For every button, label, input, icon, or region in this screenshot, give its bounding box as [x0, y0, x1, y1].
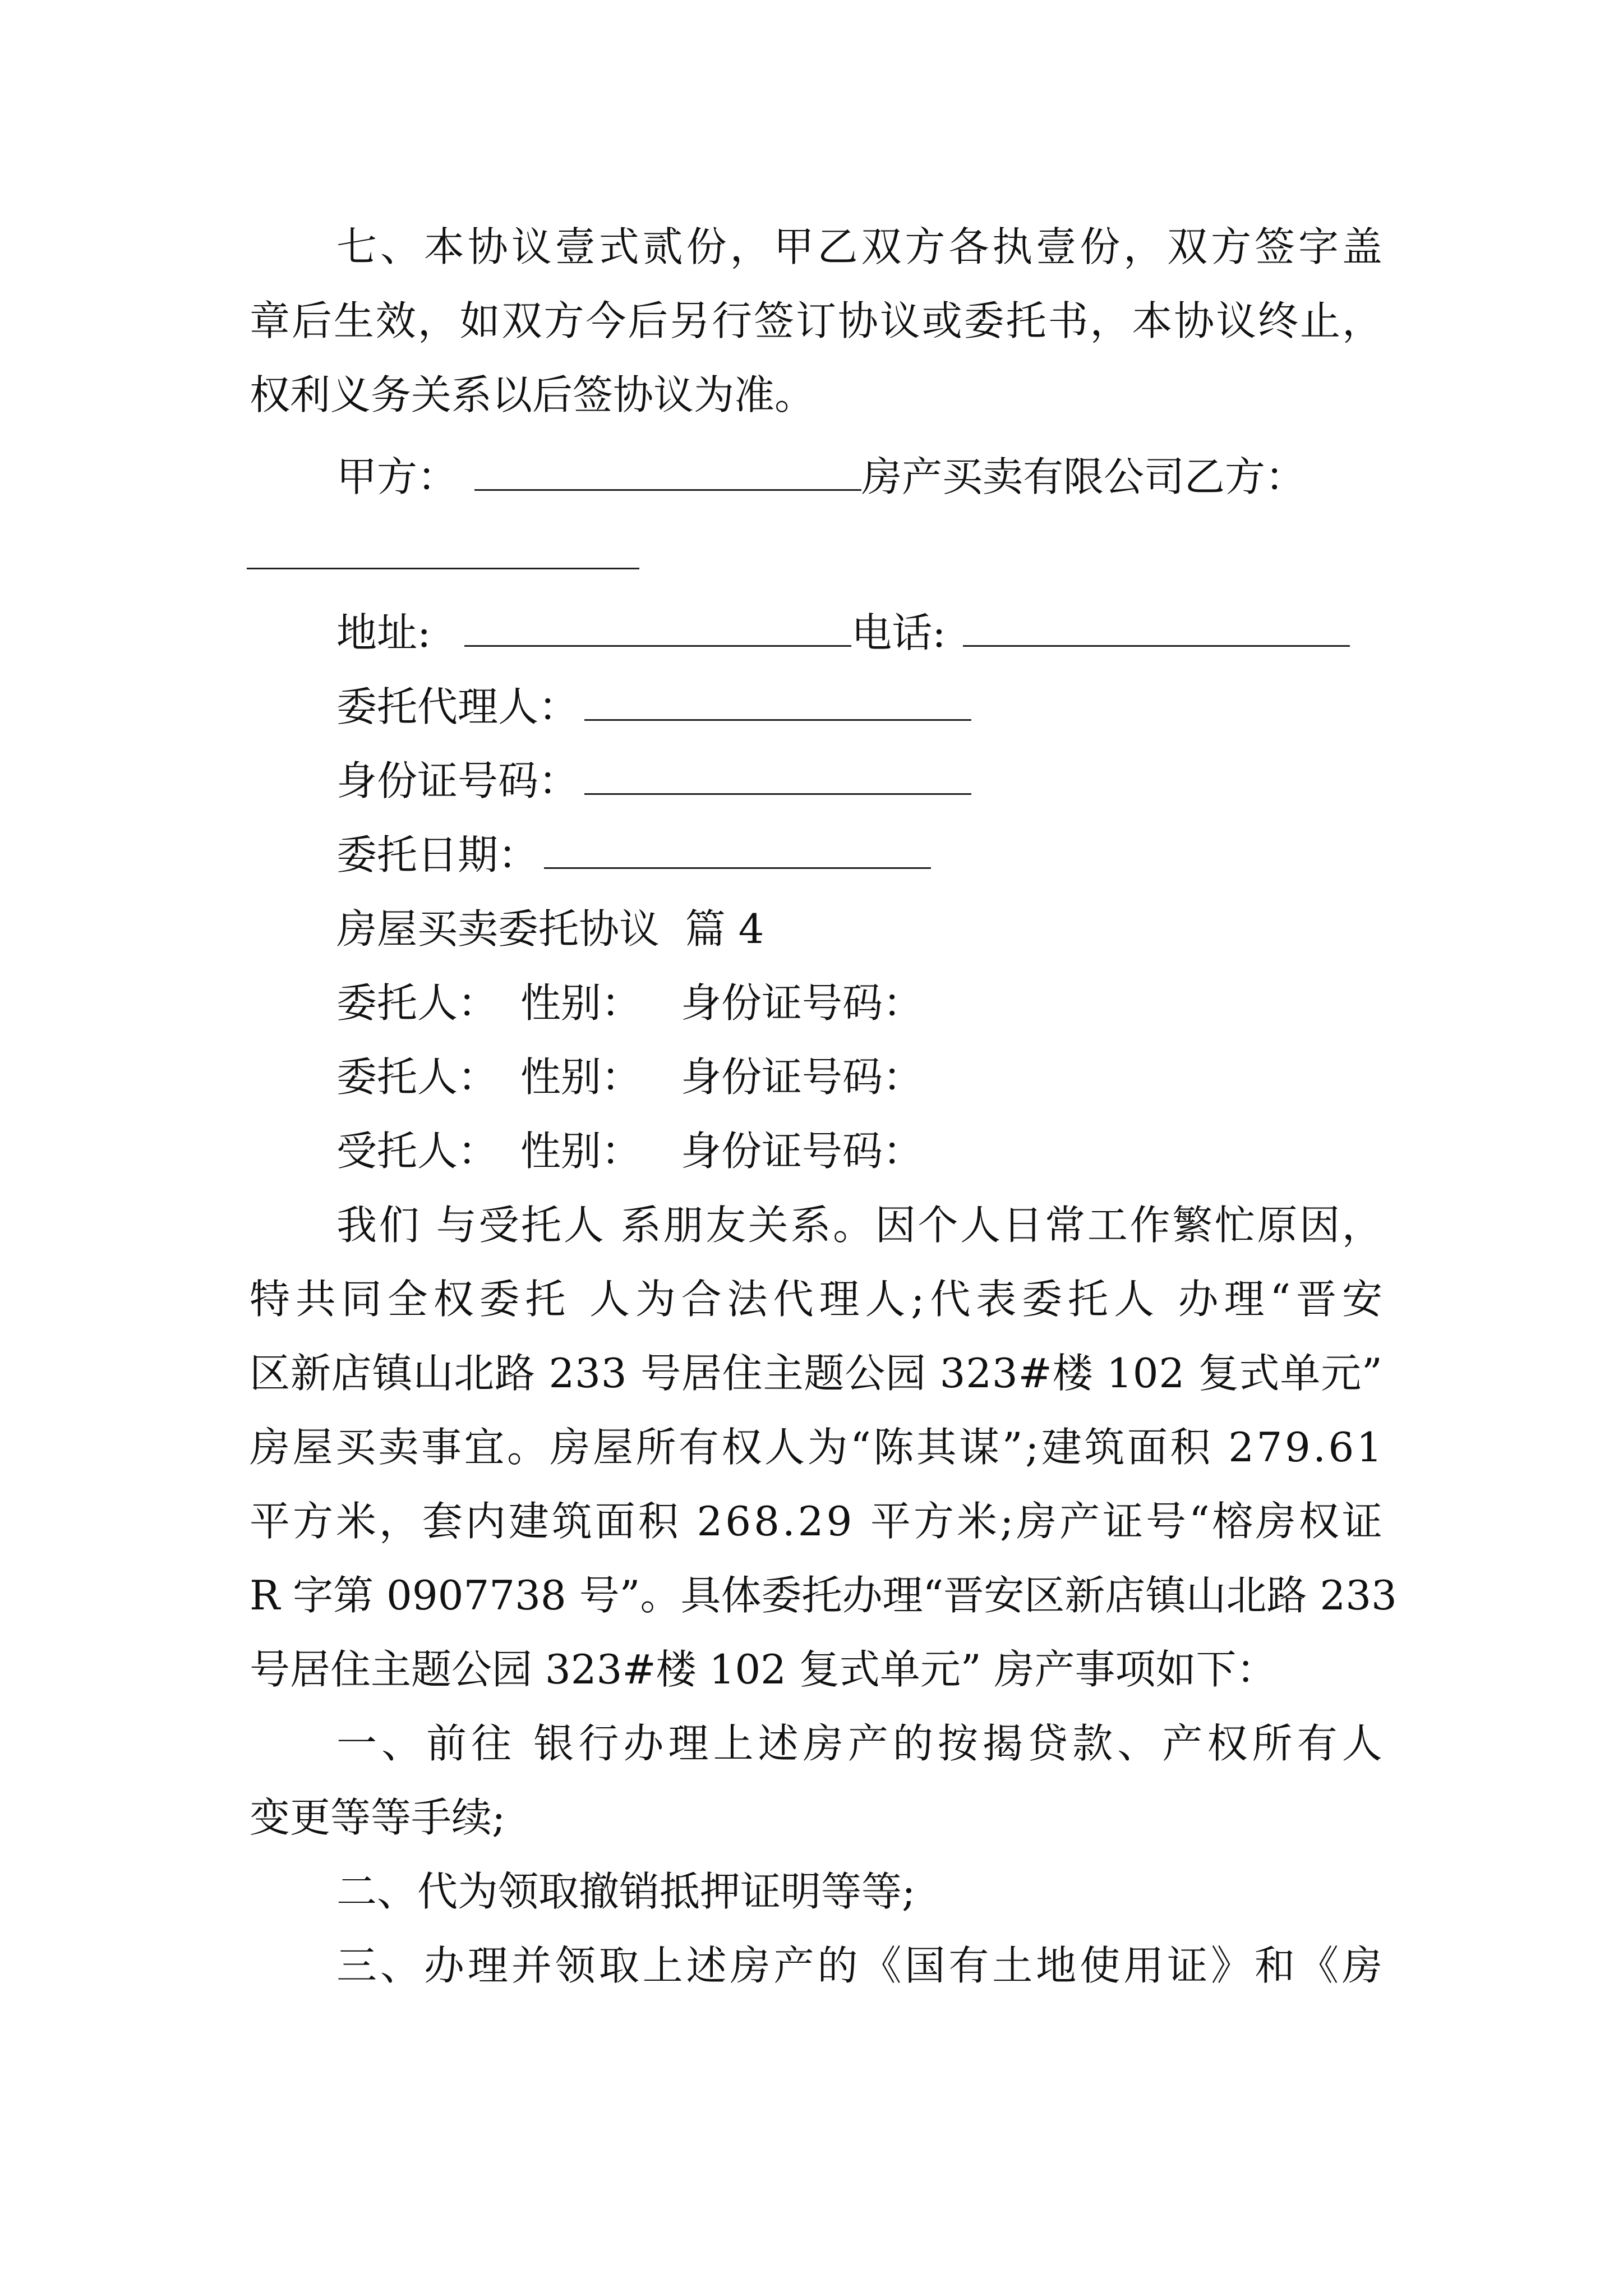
person-role: 委托人： [336, 979, 499, 1027]
body-line2: 特 共 同 全 权 委 托 人 为 合 法 代 理 人 ; 代 表 委 托 人 办 理 “ 晋 安 [250, 1276, 1382, 1323]
date-label: 委托日期： [336, 831, 539, 878]
address-row [336, 605, 1350, 661]
section-title: 房屋买卖委托协议 篇 4 [336, 905, 764, 953]
party-a-row [336, 449, 1306, 505]
body-line5: 平 方 米 ， 套 内 建 筑 面 积 2 6 8 . 2 9 平 方 米 ; 房 产 证 号 “ 榕 房 权 证 [250, 1498, 1382, 1545]
person-id-label: 身份证号码： [681, 1128, 924, 1175]
address-blank [464, 610, 851, 647]
body-line6: R 字 第 0 9 0 7 7 3 8 号 ” 。 具 体 委 托 办 理 “ 晋 安 区 新 店 镇 山 北 路 2 3 3 [250, 1572, 1397, 1619]
body-line4: 房 屋 买 卖 事 宜 。 房 屋 所 有 权 人 为 “ 陈 其 谋 ” ; 建 筑 面 积 2 7 9 . 6 1 [250, 1424, 1382, 1471]
item3: 三 、 办 理 并 领 取 上 述 房 产 的 《 国 有 土 地 使 用 证 》 和 《 房 [336, 1942, 1382, 1989]
person-role: 委托人： [336, 1053, 499, 1101]
id-blank [584, 758, 971, 795]
address-label: 地址: [336, 609, 431, 656]
phone-label: 电话: [851, 609, 946, 656]
agent-row [336, 679, 971, 735]
body-line1: 我 们 与 受 托 人 系 朋 友 关 系 。 因 个 人 日 常 工 作 繁 忙 原 因 ， [336, 1202, 1382, 1249]
person-role: 受托人： [336, 1128, 499, 1175]
body-line7: 号居住主题公园 323#楼 102 复式单元” 房产事项如下： [250, 1646, 1277, 1693]
id-label: 身份证号码： [336, 757, 579, 804]
item2: 二、代为领取撤销抵押证明等等; [336, 1868, 916, 1915]
party-a-blank [474, 454, 861, 491]
person-id-label: 身份证号码： [681, 1053, 924, 1101]
item1-line2: 变更等等手续; [250, 1794, 506, 1841]
person-gender: 性别： [520, 1053, 642, 1101]
person-gender: 性别： [520, 979, 642, 1027]
clause7-line3: 权利义务关系以后签协议为准。 [250, 371, 815, 418]
item1-line1: 一 、 前 往 银 行 办 理 上 述 房 产 的 按 揭 贷 款 、 产 权 所 有 人 [336, 1720, 1382, 1767]
date-blank [544, 832, 931, 869]
party-a-label: 甲方： [336, 453, 458, 500]
clause7-line2: 章 后 生 效 ， 如 双 方 今 后 另 行 签 订 协 议 或 委 托 书 ， 本 协 议 终 止 ， [250, 297, 1382, 344]
clause7-line1: 七 、 本 协 议 壹 式 贰 份 ， 甲 乙 双 方 各 执 壹 份 ， 双 方 签 字 盖 [336, 223, 1382, 270]
party-b-blank [247, 568, 639, 569]
person-row [336, 1123, 923, 1179]
party-a-company: 房产买卖有限公司乙方： [861, 453, 1306, 500]
phone-blank [963, 610, 1350, 647]
person-gender: 性别： [520, 1128, 642, 1175]
agent-label: 委托代理人： [336, 683, 579, 730]
id-row [336, 753, 971, 809]
person-row [336, 1049, 923, 1105]
person-row [336, 975, 923, 1031]
agent-blank [584, 684, 971, 721]
body-line3: 区 新 店 镇 山 北 路 2 3 3 号 居 住 主 题 公 园 3 2 3 # 楼 1 0 2 复 式 单 元 ” [250, 1350, 1382, 1397]
person-id-label: 身份证号码： [681, 979, 924, 1027]
date-row [336, 827, 931, 883]
